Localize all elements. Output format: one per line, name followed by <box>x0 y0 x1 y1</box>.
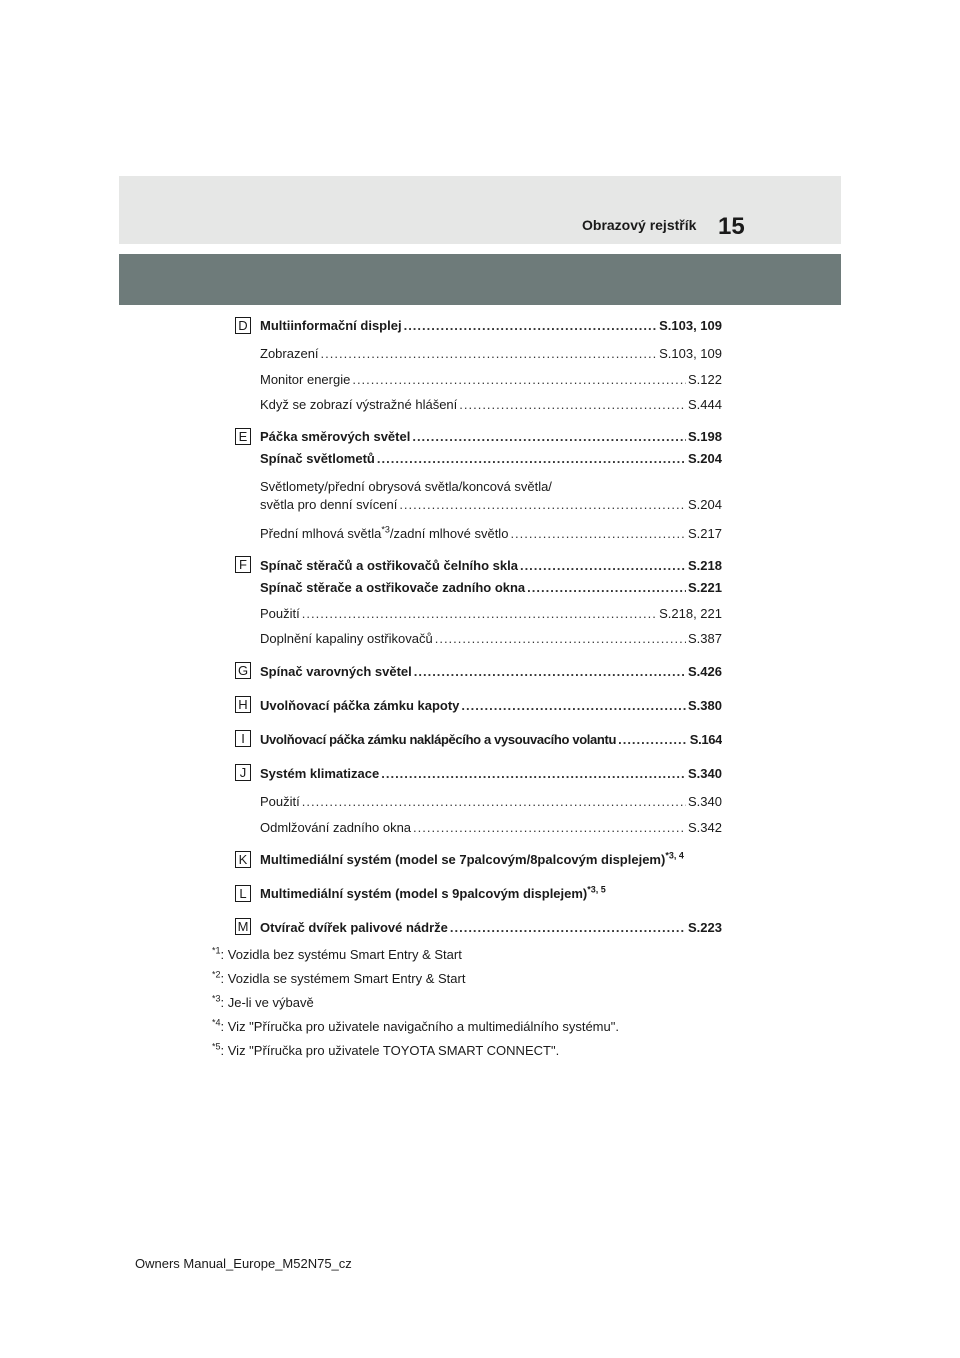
entry-page: S.204 <box>688 497 722 512</box>
entry-label: světla pro denní svícení <box>260 497 398 512</box>
index-entry[interactable] <box>260 852 684 867</box>
entry-page: S.387 <box>688 631 722 646</box>
index-subentry[interactable] <box>260 526 722 541</box>
letter-badge-g: G <box>235 662 251 679</box>
letter-badge-j: J <box>235 764 251 781</box>
footnote-mark: *1 <box>212 945 221 956</box>
leader-dots <box>520 558 686 573</box>
entry-label: Otvírač dvířek palivové nádrže <box>260 920 448 935</box>
entry-label: Spínač stěračů a ostřikovačů čelního skla <box>260 558 518 573</box>
entry-page: S.444 <box>688 397 722 412</box>
letter-badge-h: H <box>235 696 251 713</box>
entry-label: Spínač varovných světel <box>260 664 412 679</box>
entry-label-pre: Přední mlhová světla <box>260 526 382 541</box>
letter-badge-d: D <box>235 317 251 334</box>
entry-page: S.221 <box>688 580 722 595</box>
index-entry[interactable] <box>260 698 722 713</box>
page-number: 15 <box>718 213 745 240</box>
section-title: Obrazový rejstřík <box>582 217 697 233</box>
leader-dots <box>435 631 686 646</box>
manual-id: Owners Manual_Europe_M52N75_cz <box>135 1256 352 1271</box>
footnote-ref: *3, 4 <box>665 850 684 861</box>
entry-label: Použití <box>260 794 300 809</box>
leader-dots <box>302 794 686 809</box>
index-entry[interactable] <box>260 558 722 573</box>
index-entry[interactable] <box>260 318 722 333</box>
index-subentry[interactable] <box>260 372 722 387</box>
index-subentry[interactable] <box>260 397 722 412</box>
entry-label: Multimediální systém (model se 7palcovým/8palcovým displejem) <box>260 852 666 867</box>
entry-label: Spínač světlometů <box>260 451 375 466</box>
letter-badge-i: I <box>235 730 251 747</box>
entry-page: S.380 <box>688 698 722 713</box>
leader-dots <box>302 606 657 621</box>
leader-dots <box>527 580 686 595</box>
entry-label: Systém klimatizace <box>260 766 380 781</box>
entry-page: S.198 <box>688 429 722 444</box>
leader-dots <box>404 318 658 333</box>
footnote-text: : Je-li ve výbavě <box>220 995 314 1010</box>
entry-label: Uvolňovací páčka zámku naklápěcího a vysouvacího volantu <box>260 732 617 747</box>
entry-label: Páčka směrových světel <box>260 429 411 444</box>
entry-label: Multiinformační displej <box>260 318 402 333</box>
leader-dots <box>459 397 686 412</box>
entry-page: S.164 <box>689 732 722 747</box>
index-entry[interactable] <box>260 580 722 595</box>
entry-label-line: Světlomety/přední obrysová světla/koncová světla/ <box>260 479 552 494</box>
entry-page: S.204 <box>688 451 722 466</box>
index-entry[interactable] <box>260 429 722 444</box>
entry-label <box>260 526 508 541</box>
entry-label: Multimediální systém (model s 9palcovým displejem) <box>260 886 588 901</box>
entry-label-post: /zadní mlhové světlo <box>389 526 509 541</box>
entry-page: S.340 <box>688 794 722 809</box>
entry-page: S.223 <box>688 920 722 935</box>
leader-dots <box>321 346 658 361</box>
entry-label: Monitor energie <box>260 372 351 387</box>
footnote <box>212 1043 559 1058</box>
index-subentry[interactable] <box>260 346 722 361</box>
leader-dots <box>377 451 686 466</box>
footnote-mark: *5 <box>212 1041 221 1052</box>
entry-page: S.122 <box>688 372 722 387</box>
footnote <box>212 995 314 1010</box>
leader-dots <box>413 820 686 835</box>
entry-label: Když se zobrazí výstražné hlášení <box>260 397 458 412</box>
leader-dots <box>510 526 686 541</box>
leader-dots <box>352 372 686 387</box>
index-subentry[interactable] <box>260 820 722 835</box>
index-subentry[interactable] <box>260 606 722 621</box>
entry-page: S.218 <box>688 558 722 573</box>
leader-dots <box>461 698 686 713</box>
footnote-ref: *3 <box>381 526 390 535</box>
entry-page: S.340 <box>688 766 722 781</box>
footnote-mark: *2 <box>212 969 221 980</box>
entry-page: S.103, 109 <box>659 346 722 361</box>
letter-badge-m: M <box>235 918 251 935</box>
letter-badge-k: K <box>235 851 251 868</box>
footnote-text: : Vozidla se systémem Smart Entry & Start <box>220 971 466 986</box>
index-entry[interactable] <box>260 886 606 901</box>
entry-label: Spínač stěrače a ostřikovače zadního okna <box>260 580 526 595</box>
footnote-ref: *3, 5 <box>587 884 606 895</box>
leader-dots <box>412 429 686 444</box>
entry-page: S.342 <box>688 820 722 835</box>
index-entry[interactable] <box>260 766 722 781</box>
entry-label: Uvolňovací páčka zámku kapoty <box>260 698 460 713</box>
index-subentry[interactable] <box>260 497 722 512</box>
index-entry[interactable] <box>260 451 722 466</box>
footnote-mark: *3 <box>212 993 221 1004</box>
footnote-mark: *4 <box>212 1017 221 1028</box>
index-entry[interactable] <box>260 664 722 679</box>
entry-page: S.426 <box>688 664 722 679</box>
letter-badge-l: L <box>235 885 251 902</box>
entry-page: S.218, 221 <box>659 606 722 621</box>
footnote <box>212 947 462 962</box>
footnote-text: : Viz "Příručka pro uživatele navigačního a multimediálního systému". <box>220 1019 619 1034</box>
footnote-text: : Vozidla bez systému Smart Entry & Start <box>220 947 462 962</box>
leader-dots <box>450 920 686 935</box>
letter-badge-f: F <box>235 556 251 573</box>
leader-dots <box>414 664 686 679</box>
index-subentry[interactable] <box>260 794 722 809</box>
index-entry[interactable] <box>260 920 722 935</box>
entry-label: Zobrazení <box>260 346 319 361</box>
header-dark-band <box>119 254 841 305</box>
footnote <box>212 1019 619 1034</box>
index-subentry[interactable] <box>260 631 722 646</box>
entry-page: S.103, 109 <box>659 318 722 333</box>
leader-dots <box>381 766 686 781</box>
index-entry[interactable] <box>260 732 722 747</box>
leader-dots <box>618 732 688 747</box>
entry-page: S.217 <box>688 526 722 541</box>
entry-label: Použití <box>260 606 300 621</box>
letter-badge-e: E <box>235 428 251 445</box>
footnote-text: : Viz "Příručka pro uživatele TOYOTA SMART CONNECT". <box>220 1043 560 1058</box>
entry-label: Doplnění kapaliny ostřikovačů <box>260 631 433 646</box>
leader-dots <box>399 497 686 512</box>
entry-label: Odmlžování zadního okna <box>260 820 412 835</box>
footnote <box>212 971 465 986</box>
